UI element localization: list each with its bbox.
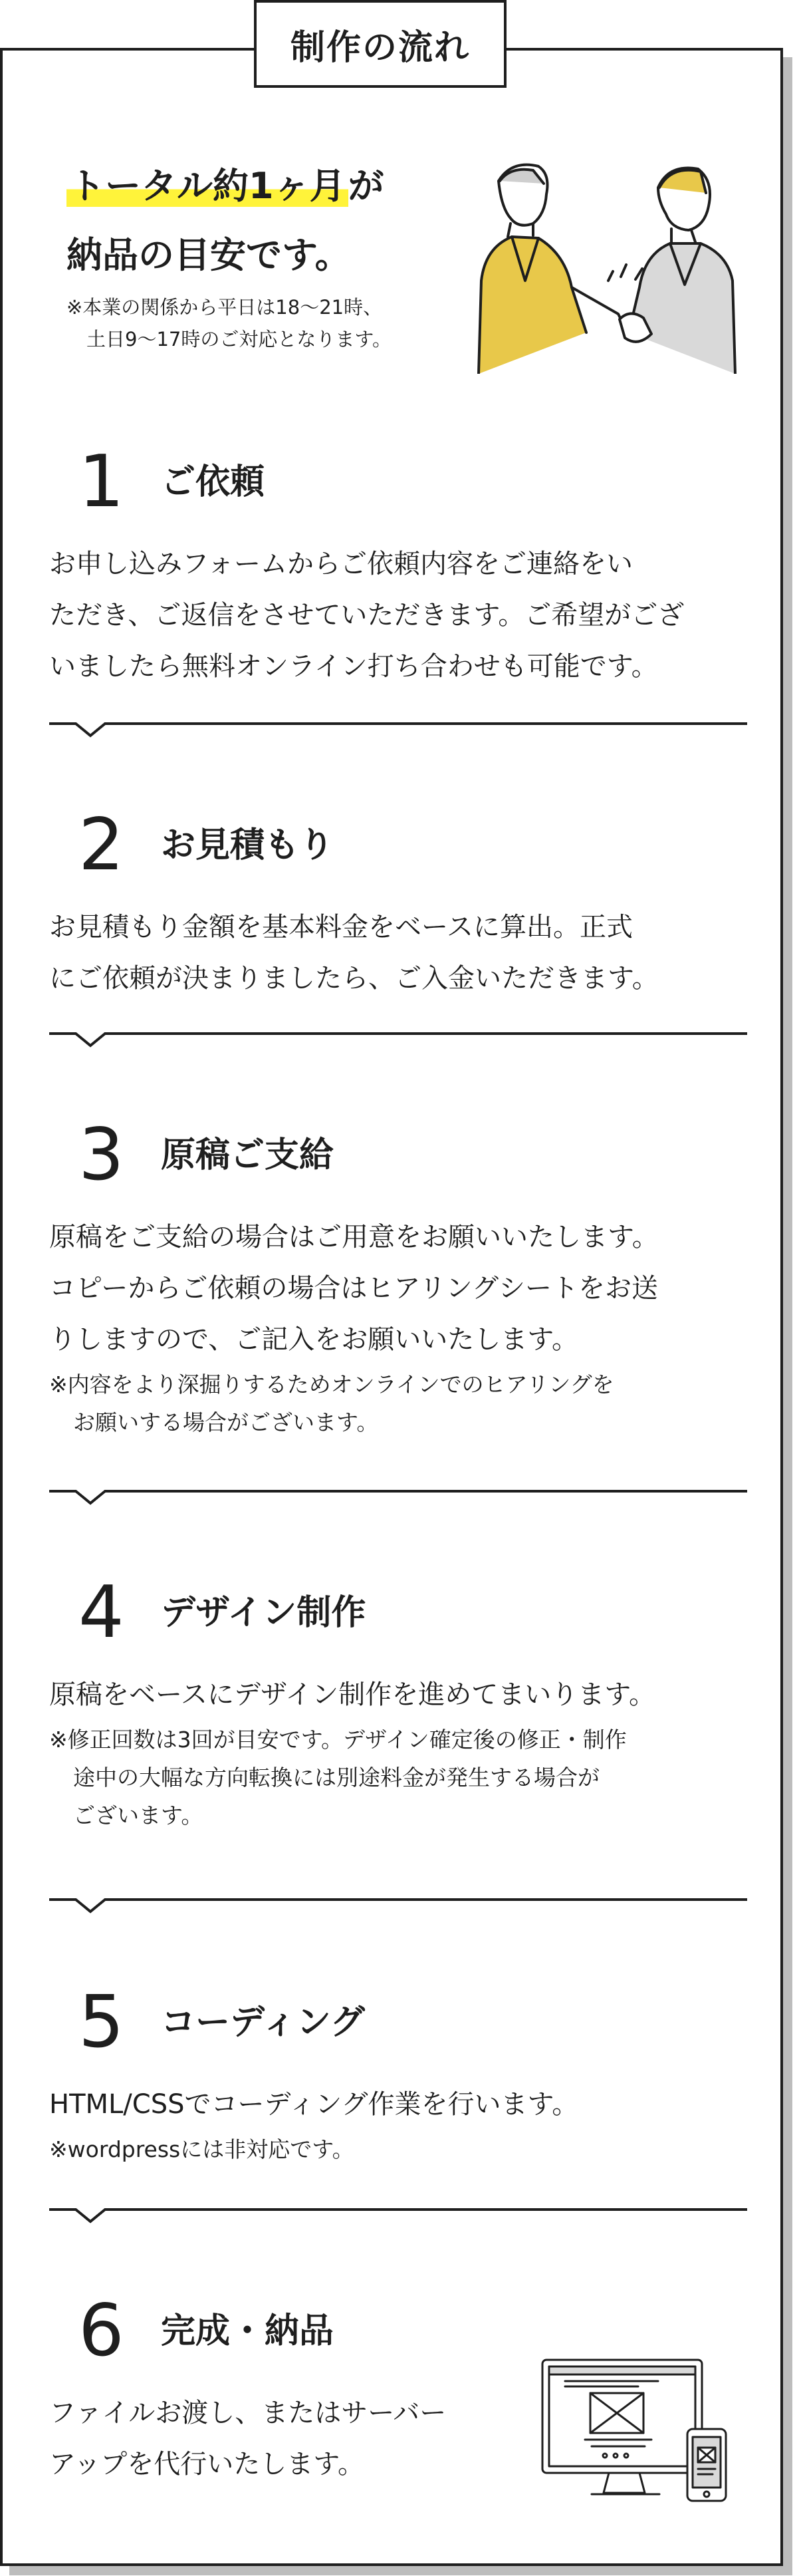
step-title: 完成・納品 [161,2311,334,2351]
step-title: お見積もり [161,825,334,865]
step-number: 5 [78,1981,124,2064]
body-line: にご依頼が決まりましたら、ご入金いただきます。 [49,963,659,994]
step-body [49,902,754,1004]
step-number: 2 [78,803,124,887]
step-title: コーディング [161,2003,365,2043]
note-line: ございます。 [73,1802,203,1828]
section-title: 制作の流れ [254,0,507,88]
step-title: ご依頼 [161,462,265,502]
body-line: コピーからご依頼の場合はヒアリングシートをお送 [49,1273,658,1304]
step-divider [49,2198,747,2224]
step-title: デザイン制作 [161,1593,366,1633]
headline-line2: 納品の目安です。 [66,234,351,276]
note-line: ※修正回数は3回が目安です。デザイン確定後の修正・制作 [49,1727,627,1753]
body-line: 原稿をベースにデザイン制作を進めてまいります。 [49,1679,655,1710]
step-divider [49,1888,747,1914]
step-title: 原稿ご支給 [161,1135,334,1175]
step-body [49,1212,754,1365]
headline-highlight: トータル約1ヶ月 [66,165,348,207]
step-number: 1 [78,440,124,523]
step-number: 6 [78,2289,124,2372]
intro-headline [66,152,384,290]
body-line: ファイルお渡し、またはサーバー [49,2398,447,2428]
step-divider [49,712,747,738]
step-note [49,1365,754,1441]
step-body [49,1669,754,1721]
body-line: お申し込みフォームからご依頼内容をご連絡をい [49,549,633,579]
step-divider [49,1022,747,1048]
body-line: ただき、ご返信をさせていただきます。ご希望がござ [49,600,685,631]
step-1 [49,439,754,692]
step-5 [49,1979,754,2168]
step-body [49,2079,754,2130]
step-body [49,539,754,692]
step-number: 3 [78,1113,124,1197]
body-line: お見積もり金額を基本料金をベースに算出。正式 [49,912,633,942]
note-line: お願いする場合がございます。 [73,1409,379,1435]
headline-suffix: が [348,165,384,207]
handshake-illustration [472,154,738,374]
body-line: アップを代行いたします。 [49,2449,364,2480]
step-4 [49,1570,754,1834]
intro-note [66,291,392,355]
body-line: 原稿をご支給の場合はご用意をお願いいたします。 [49,1222,659,1252]
step-number: 4 [78,1571,124,1654]
step-divider [49,1479,747,1506]
body-line: りしますので、ご記入をお願いいたします。 [49,1324,578,1355]
step-3 [49,1112,754,1441]
body-line: HTML/CSSでコーディング作業を行います。 [49,2089,579,2120]
monitor-phone-illustration [538,2355,744,2507]
intro-note-line1: ※本業の関係から平日は18〜21時、 [66,296,383,319]
note-line: 途中の大幅な方向転換には別途料金が発生する場合が [73,1765,600,1790]
step-note [49,2130,754,2168]
intro-note-line2: 土日9〜17時のご対応となります。 [86,328,392,351]
step-2 [49,802,754,1004]
note-line: ※wordpressには非対応です。 [49,2136,354,2162]
step-note [49,1721,754,1834]
body-line: いましたら無料オンライン打ち合わせも可能です。 [49,651,658,682]
note-line: ※内容をより深掘りするためオンラインでのヒアリングを [49,1371,614,1397]
